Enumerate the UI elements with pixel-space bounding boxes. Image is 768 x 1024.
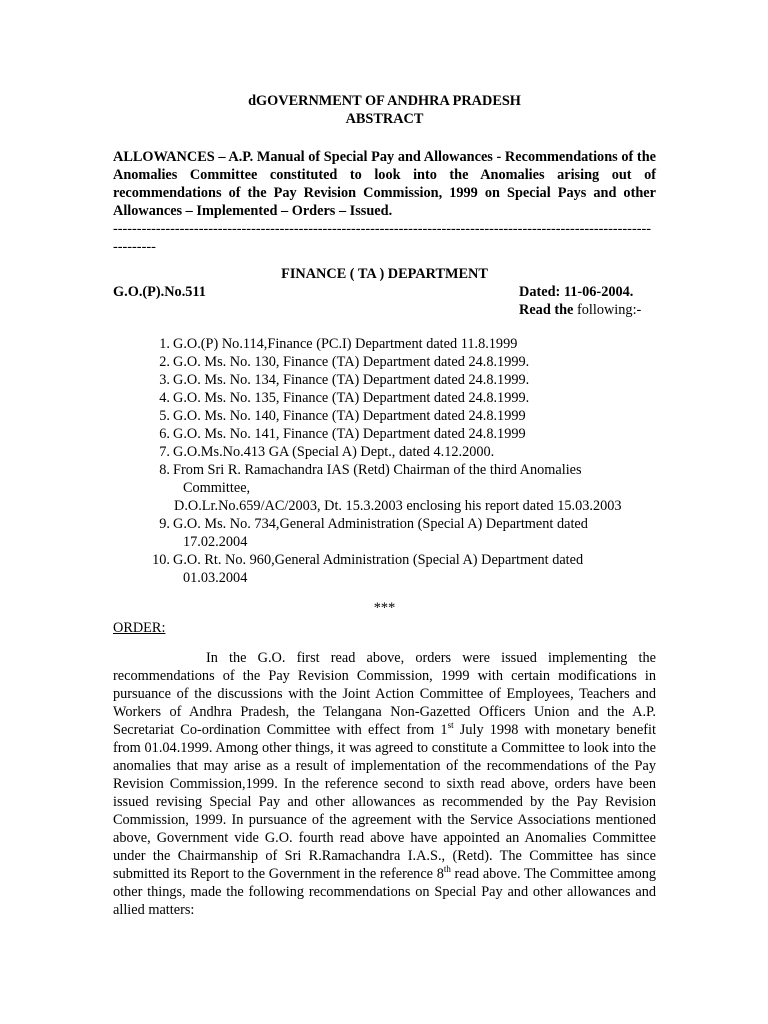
reference-item <box>113 389 656 407</box>
reference-item <box>113 515 656 551</box>
reference-item <box>113 461 656 515</box>
order-text-1: In the G.O. first read above, orders were issued implementing the recommendations of the Pay Revision Commission, 1999 with certain modifications in pursuance of the discussions with the Joint Action Committee of Employees, Teachers and Workers of Andhra Pradesh, the Telangana Non-Gazetted Officers Union and the A.P. Secretariat Co-ordination Committee with effect from 1 <box>113 650 656 738</box>
reference-number: 7. <box>159 444 170 460</box>
order-text-2: July 1998 with monetary benefit from 01.04.1999. Among other things, it was agreed to constitute a Committee to look into the anomalies that may arise as a result of implementation of the recommendations of the Pay Revision Commission,1999. In the reference second to sixth read above, orders have been issued revising Special Pay and other allowances as recommended by the Pay Revision Commission, 1999. In pursuance of the agreement with the Service Associations mentioned above, Government vide G.O. fourth read above have appointed an Anomalies Committee under the Chairmanship of Sri R.Ramachandra I.A.S., (Retd). The Committee has since submitted its Report to the Government in the reference 8 <box>113 722 656 882</box>
reference-item <box>113 425 656 443</box>
superscript-st: st <box>447 720 454 731</box>
separator-line-tail: --------- <box>113 239 156 255</box>
subject-text: ALLOWANCES – A.P. Manual of Special Pay and Allowances - Recommendations of the Anomalies Committee constituted to look into the Anomalies arising out of recommendations of the Pay Revision Commission, 1999 on Special Pays and other Allowances – Implemented – Orders – Issued. <box>113 149 656 219</box>
reference-item <box>113 551 656 587</box>
reference-text: G.O. Ms. No. 140, Finance (TA) Department dated 24.8.1999 <box>173 408 526 424</box>
reference-number: 8. <box>159 462 170 478</box>
reference-item <box>113 353 656 371</box>
reference-number: 5. <box>159 408 170 424</box>
abstract-title: ABSTRACT <box>345 111 424 127</box>
reference-extra: D.O.Lr.No.659/AC/2003, Dt. 15.3.2003 enclosing his report dated 15.03.2003 <box>174 498 622 514</box>
reference-item <box>113 407 656 425</box>
reference-text: G.O. Ms. No. 130, Finance (TA) Department dated 24.8.1999. <box>173 354 530 370</box>
reference-text: G.O. Ms. No. 734,General Administration (Special A) Department dated <box>173 516 588 532</box>
reference-number: 2. <box>159 354 170 370</box>
reference-item <box>113 443 656 461</box>
reference-text: G.O. Ms. No. 134, Finance (TA) Department dated 24.8.1999. <box>173 372 530 388</box>
superscript-th: th <box>443 864 451 875</box>
reference-text: G.O.(P) No.114,Finance (PC.I) Department dated 11.8.1999 <box>173 336 518 352</box>
separator-line: ----------------------------------------------------------------------------------------------------------------- <box>113 221 651 237</box>
reference-continuation: 17.02.2004 <box>183 534 248 550</box>
reference-number: 6. <box>159 426 170 442</box>
reference-continuation: Committee, <box>183 480 251 496</box>
order-text-3: read above. The Committee among other things, made the following recommendations on Special Pay and other allowances and allied matters: <box>113 866 656 918</box>
read-the-following <box>113 301 656 319</box>
reference-number: 9. <box>159 516 170 532</box>
department-name: FINANCE ( TA ) DEPARTMENT <box>281 266 488 282</box>
reference-number: 10. <box>152 552 170 568</box>
order-heading: ORDER: <box>113 620 166 636</box>
go-row <box>113 283 656 301</box>
reference-item <box>113 371 656 389</box>
government-order-document <box>113 92 656 919</box>
government-title: dGOVERNMENT OF ANDHRA PRADESH <box>248 93 521 109</box>
references-list <box>113 335 656 587</box>
reference-text: G.O. Ms. No. 135, Finance (TA) Department dated 24.8.1999. <box>173 390 530 406</box>
read-bold: Read the <box>519 302 574 318</box>
read-rest: following:- <box>573 302 642 318</box>
reference-text: G.O. Ms. No. 141, Finance (TA) Department dated 24.8.1999 <box>173 426 526 442</box>
reference-continuation: 01.03.2004 <box>183 570 248 586</box>
reference-number: 4. <box>159 390 170 406</box>
go-date: Dated: 11-06-2004. <box>519 284 634 300</box>
reference-item <box>113 335 656 353</box>
reference-text: G.O.Ms.No.413 GA (Special A) Dept., dated 4.12.2000. <box>173 444 495 460</box>
reference-text: G.O. Rt. No. 960,General Administration (Special A) Department dated <box>173 552 584 568</box>
order-paragraph <box>113 649 656 919</box>
separator-stars: *** <box>373 600 396 616</box>
reference-text: From Sri R. Ramachandra IAS (Retd) Chairman of the third Anomalies <box>173 462 582 478</box>
go-number: G.O.(P).No.511 <box>113 284 206 300</box>
reference-number: 3. <box>159 372 170 388</box>
reference-number: 1. <box>159 336 170 352</box>
